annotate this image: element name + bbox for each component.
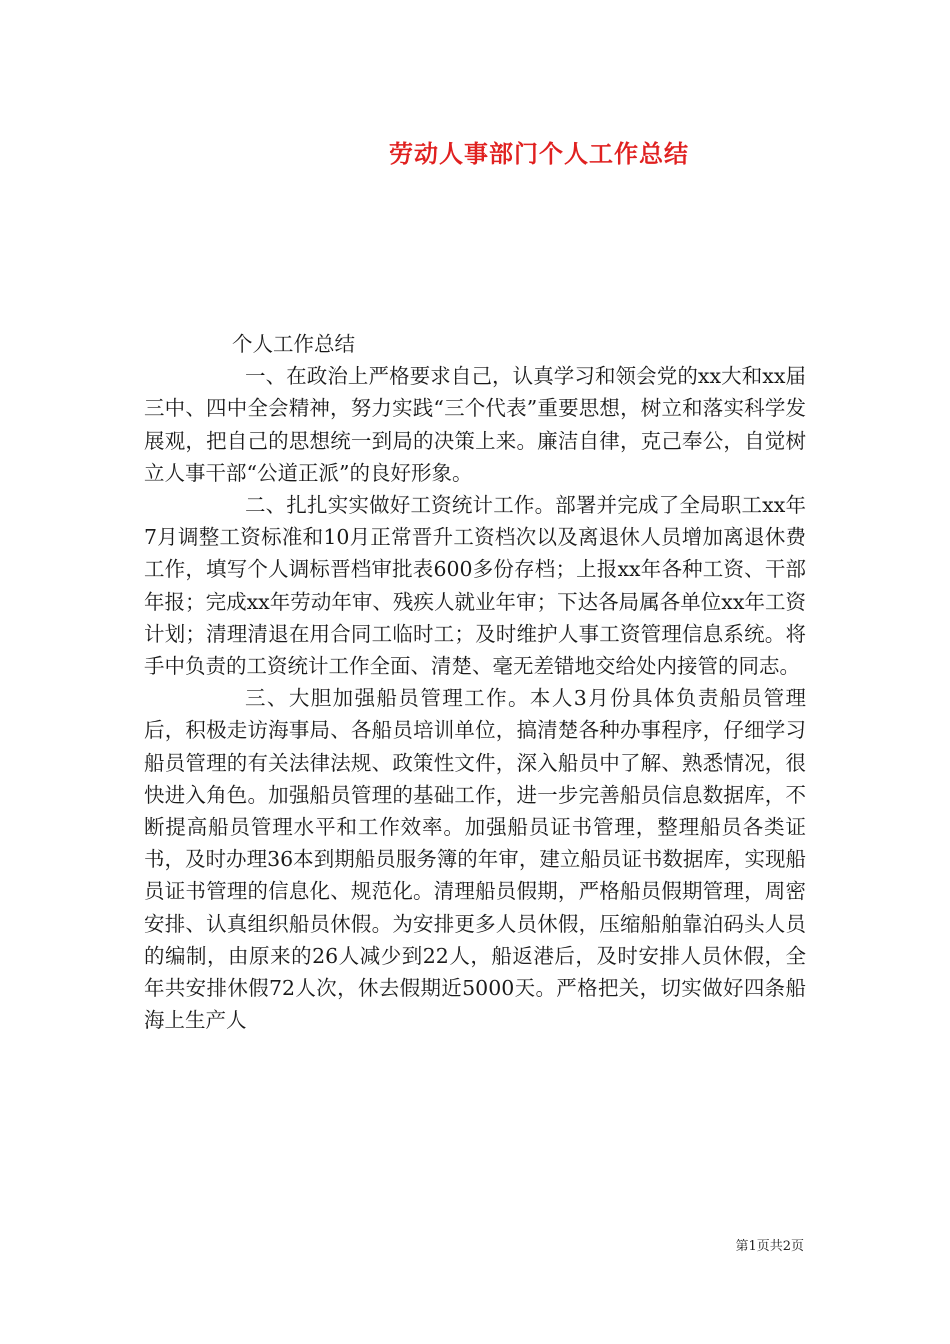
paragraph-political: 一、在政治上严格要求自己，认真学习和领会党的xx大和xx届三中、四中全会精神，努力实践“三个代表”重要思想，树立和落实科学发展观，把自己的思想统一到局的决策上来。廉洁自律，克己奉公，自觉树立人事干部“公道正派”的良好形象。 — [144, 364, 806, 485]
document-title: 劳动人事部门个人工作总结 — [389, 139, 689, 168]
document-body — [144, 328, 806, 1036]
page-footer: 第1页共2页 — [735, 1239, 804, 1254]
paragraph-wage-statistics: 二、扎扎实实做好工资统计工作。部署并完成了全局职工xx年7月调整工资标准和10月正常晋升工资档次以及离退休人员增加离退休费工作，填写个人调标晋档审批表600多份存档；上报xx年各种工资、干部年报；完成xx年劳动年审、残疾人就业年审；下达各局属各单位xx年工资计划；清理清退在用合同工临时工；及时维护人事工资管理信息系统。将手中负责的工资统计工作全面、清楚、毫无差错地交给处内接管的同志。 — [144, 493, 806, 679]
section-heading: 个人工作总结 — [232, 332, 355, 356]
paragraph-crew-management: 三、大胆加强船员管理工作。本人3月份具体负责船员管理后，积极走访海事局、各船员培训单位，搞清楚各种办事程序，仔细学习船员管理的有关法律法规、政策性文件，深入船员中了解、熟悉情况，很快进入角色。加强船员管理的基础工作，进一步完善船员信息数据库，不断提高船员管理水平和工作效率。加强船员证书管理，整理船员各类证书，及时办理36本到期船员服务簿的年审，建立船员证书数据库，实现船员证书管理的信息化、规范化。清理船员假期，严格船员假期管理，周密安排、认真组织船员休假。为安排更多人员休假，压缩船舶靠泊码头人员的编制，由原来的26人减少到22人，船返港后，及时安排人员休假，全年共安排休假72人次，休去假期近5000天。严格把关，切实做好四条船海上生产人 — [144, 686, 806, 1033]
